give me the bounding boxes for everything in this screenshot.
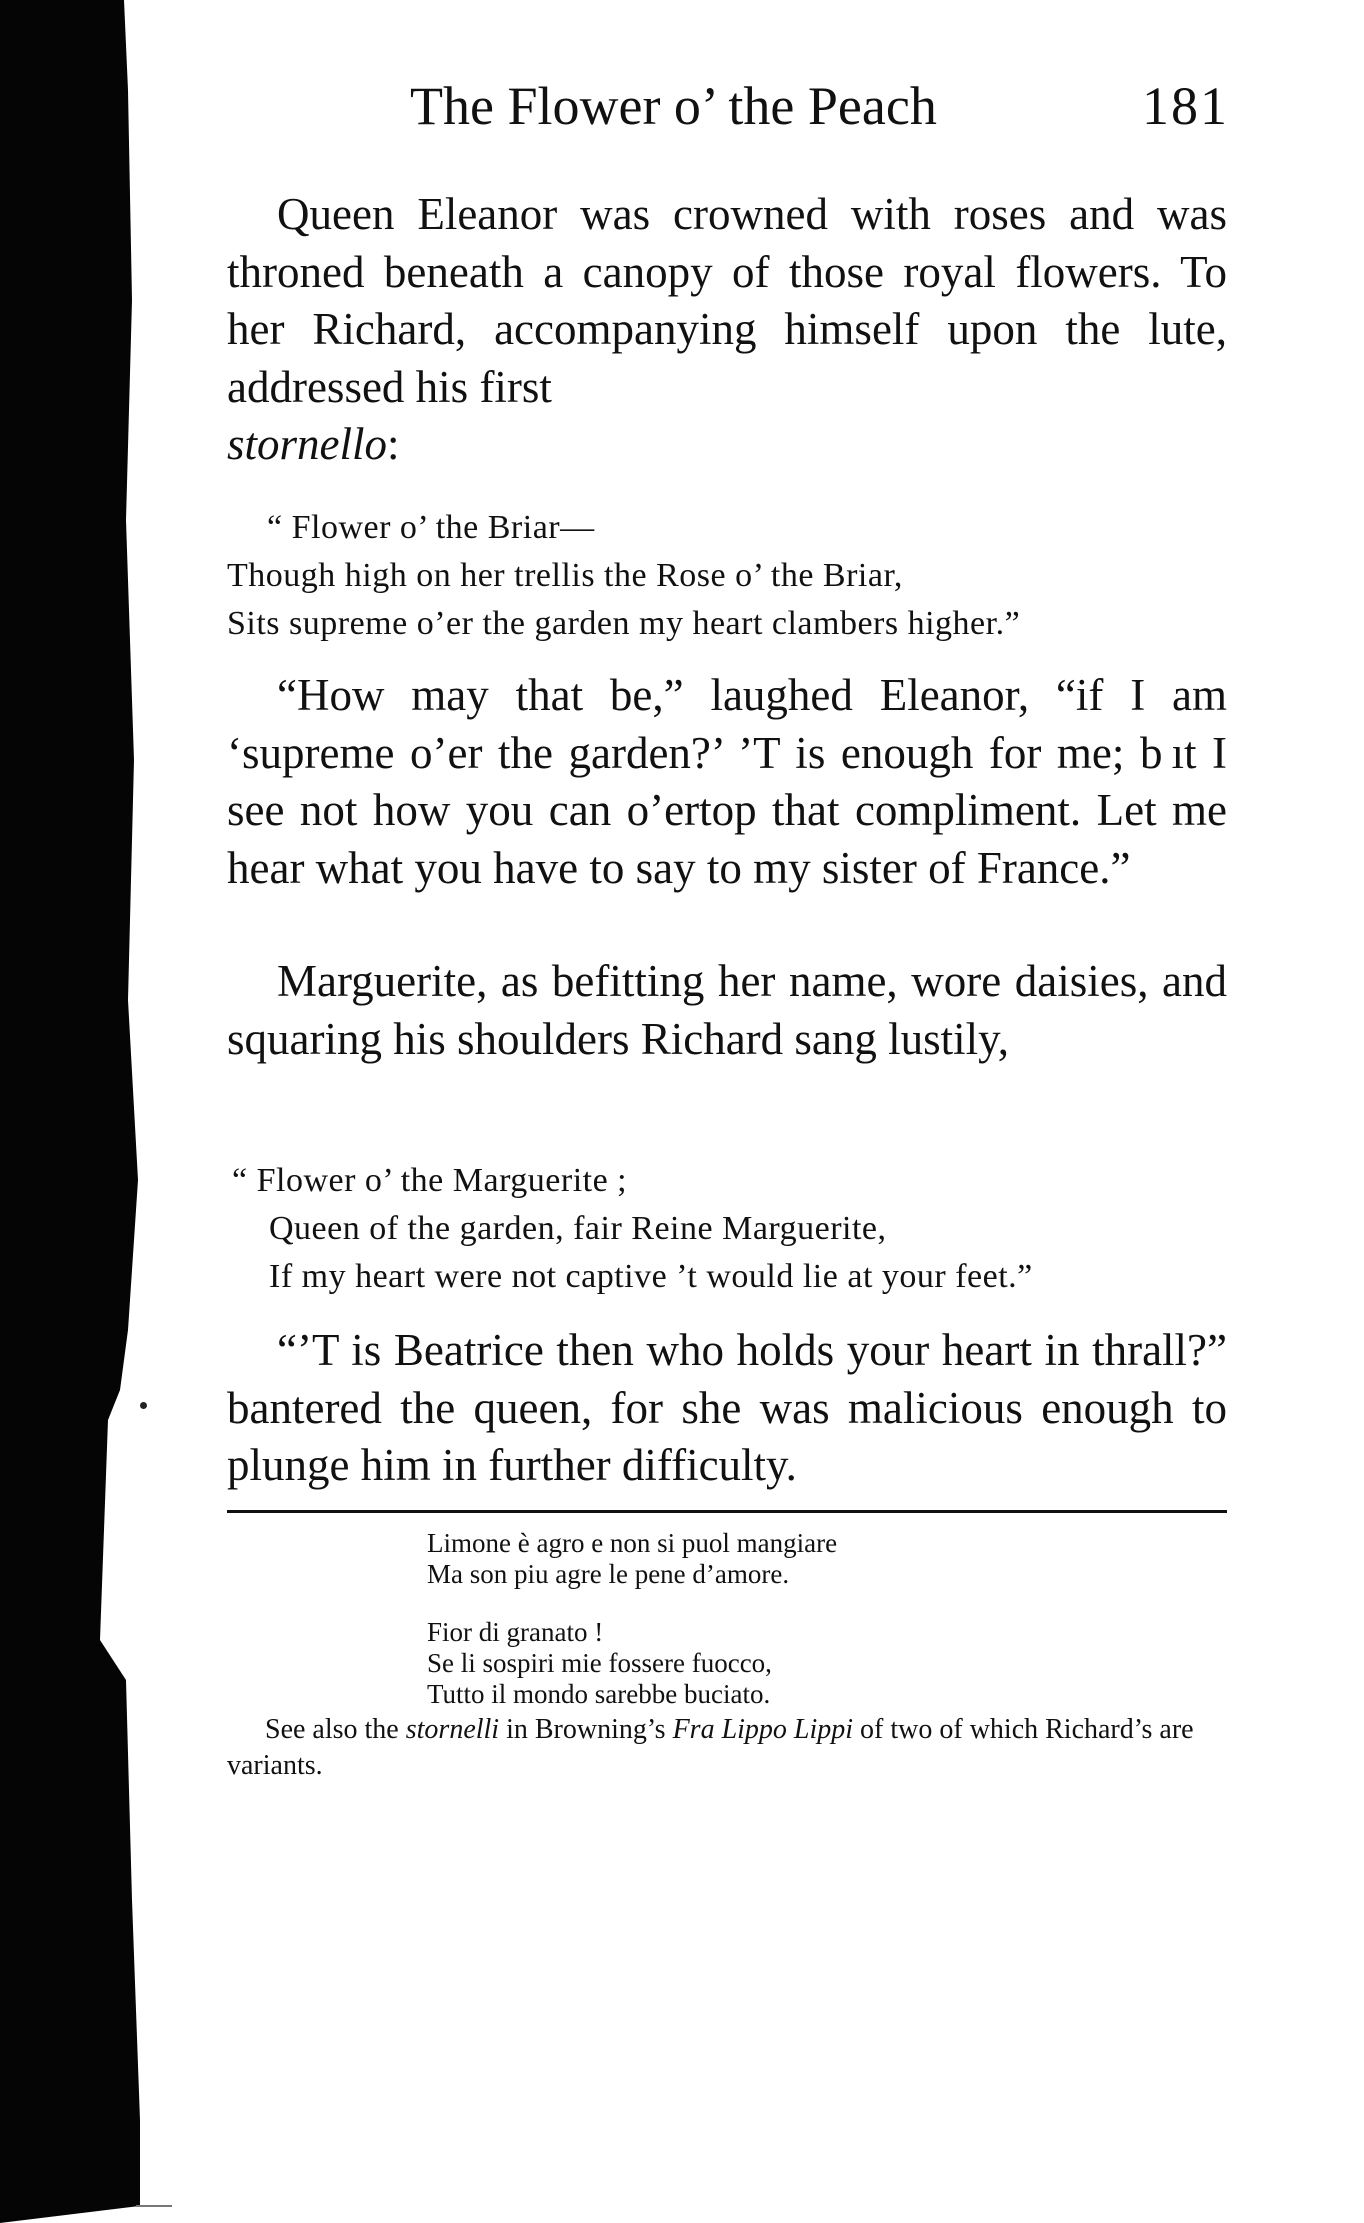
note-text: in Browning’s xyxy=(506,1714,666,1745)
italic-stornello: stornello xyxy=(227,419,388,469)
verse-line: Queen of the garden, fair Reine Marguerite, xyxy=(269,1210,887,1247)
note-text: of two of which Richard’s are variants. xyxy=(227,1714,1194,1781)
paragraph-text: “How may that be,” laughed Eleanor, “if I am ‘supreme o’er the garden?’ ’T is enough for me; b ıt I see not how you can o’ertop that compliment. Let me hear what you have to say to my sister of France.” xyxy=(227,670,1227,893)
scan-mark xyxy=(136,2205,172,2207)
footnote-poem-fior xyxy=(427,1617,772,1710)
paragraph-how-may-that-be xyxy=(227,667,1227,897)
footnote-line: Fior di granato ! xyxy=(427,1617,604,1647)
verse-briar xyxy=(227,504,1020,648)
paragraph-queen-eleanor xyxy=(227,186,1227,474)
footnote-line: Tutto il mondo sarebbe buciato. xyxy=(427,1679,771,1709)
note-italic-fra-lippo-lippi: Fra Lippo Lippi xyxy=(672,1714,854,1745)
colon: : xyxy=(387,419,400,469)
footnote-line: Se li sospiri mie fossere fuocco, xyxy=(427,1648,772,1678)
footnote-divider xyxy=(227,1510,1227,1513)
paragraph-text: “’T is Beatrice then who holds your heart in thrall?” bantered the queen, for she was malicious enough to plunge him in further difficulty. xyxy=(227,1325,1227,1490)
paragraph-beatrice xyxy=(227,1322,1227,1495)
scan-binding-edge xyxy=(0,0,140,2223)
note-text: See also the xyxy=(265,1714,399,1745)
footnote-line: Ma son piu agre le pene d’amore. xyxy=(427,1559,790,1589)
scan-speck xyxy=(140,1402,147,1409)
verse-marguerite xyxy=(232,1157,1033,1301)
verse-line: If my heart were not captive ’t would lie at your feet.” xyxy=(269,1258,1033,1295)
verse-line: “ Flower o’ the Briar— xyxy=(267,509,595,546)
verse-line: Though high on her trellis the Rose o’ the Briar, xyxy=(227,557,903,594)
footnote-line: Limone è agro e non si puol mangiare xyxy=(427,1528,838,1558)
running-title: The Flower o’ the Peach xyxy=(410,76,937,136)
paragraph-text: Marguerite, as befitting her name, wore daisies, and squaring his shoulders Richard sang lustily, xyxy=(227,956,1227,1064)
footnote-browning-note xyxy=(227,1712,1227,1784)
footnote-poem-limone xyxy=(427,1528,837,1590)
paragraph-text: Queen Eleanor was crowned with roses and was throned beneath a canopy of those royal flowers. To her Richard, accompanying himself upon the lute, addressed his first xyxy=(227,189,1227,412)
page-number: 181 xyxy=(1142,76,1229,136)
verse-line: “ Flower o’ the Marguerite ; xyxy=(232,1162,628,1199)
note-italic-stornelli: stornelli xyxy=(405,1714,500,1745)
verse-line: Sits supreme o’er the garden my heart clambers higher.” xyxy=(227,605,1021,642)
paragraph-marguerite xyxy=(227,953,1227,1068)
